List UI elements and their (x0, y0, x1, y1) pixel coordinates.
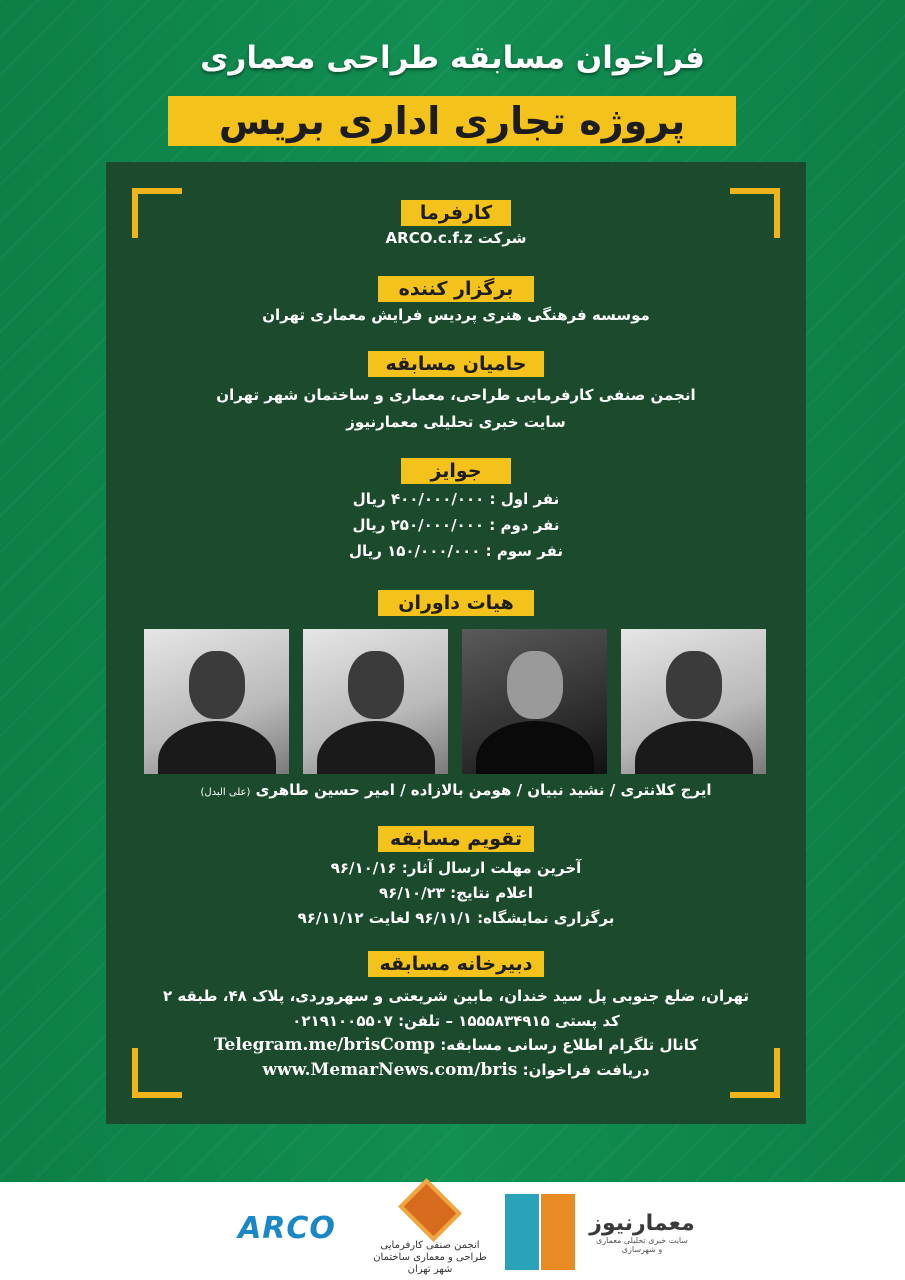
arco-logo: ARCO (238, 1210, 336, 1246)
employer-name: شرکت ARCO.c.f.z (385, 229, 527, 247)
sponsor-line: سایت خبری تحلیلی معمارنیوز (346, 413, 566, 431)
prize-second: نفر دوم : ۲۵۰/۰۰۰/۰۰۰ ریال (352, 516, 560, 534)
organizer-heading: برگزار کننده (378, 276, 534, 302)
sponsors-heading: حامیان مسابقه (368, 351, 544, 377)
prizes-heading: جوایز (401, 458, 511, 484)
prize-first: نفر اول : ۴۰۰/۰۰۰/۰۰۰ ریال (352, 490, 560, 508)
secretariat-address: تهران، ضلع جنوبی پل سید خندان، مابین شریعتی و سهروردی، پلاک ۴۸، طبقه ۲ (163, 987, 749, 1005)
memarnews-logo: معمارنیوز سایت خبری تحلیلی معماری و شهرسازی (589, 1210, 695, 1254)
download-line: دریافت فراخوان: www.MemarNews.com/bris (262, 1060, 650, 1080)
jury-photo (621, 629, 766, 774)
organizer-name: موسسه فرهنگی هنری پردیس فرایش معماری تهران (262, 306, 650, 324)
jury-photo (144, 629, 289, 774)
download-link[interactable]: www.MemarNews.com/bris (262, 1060, 518, 1080)
jury-heading: هیات داوران (378, 590, 534, 616)
anjoman-emblem-icon (398, 1178, 462, 1242)
sponsor-logos-bar (0, 1182, 905, 1280)
jury-names: ایرج کلانتری / نشید نبیان / هومن بالازاده / امیر حسین طاهری (علی البدل) (200, 781, 712, 799)
secretariat-heading: دبیرخانه مسابقه (368, 951, 544, 977)
telegram-link[interactable]: Telegram.me/brisComp (213, 1035, 436, 1055)
jury-photo (462, 629, 607, 774)
info-panel (106, 162, 806, 1124)
prize-third: نفر سوم : ۱۵۰/۰۰۰/۰۰۰ ریال (348, 542, 564, 560)
calendar-heading: تقویم مسابقه (378, 826, 534, 852)
project-title: پروژه تجاری اداری بریس (168, 96, 736, 146)
calendar-exhibition: برگزاری نمایشگاه: ۹۶/۱۱/۱ لغایت ۹۶/۱۱/۱۲ (297, 909, 615, 927)
alternate-note: (علی البدل) (200, 787, 251, 798)
anjoman-logo: انجمن صنفی کارفرمایی طراحی و معماری ساختمان شهر تهران (370, 1190, 490, 1276)
jury-photos (144, 629, 766, 774)
calendar-results: اعلام نتایج: ۹۶/۱۰/۲۳ (379, 884, 533, 902)
sponsor-line: انجمن صنفی کارفرمایی طراحی، معماری و ساختمان شهر تهران (216, 386, 696, 404)
calendar-deadline: آخرین مهلت ارسال آثار: ۹۶/۱۰/۱۶ (330, 859, 582, 877)
telegram-line: کانال تلگرام اطلاع رسانی مسابقه: Telegram.me/brisComp (213, 1035, 699, 1055)
poster-title: فراخوان مسابقه طراحی معماری (200, 40, 705, 76)
employer-heading: کارفرما (401, 200, 511, 226)
secretariat-postal-phone: کد پستی ۱۵۵۵۸۳۴۹۱۵ – تلفن: ۰۲۱۹۱۰۰۵۵۰۷ (292, 1012, 620, 1030)
secretariat-logo (505, 1194, 575, 1270)
jury-photo (303, 629, 448, 774)
